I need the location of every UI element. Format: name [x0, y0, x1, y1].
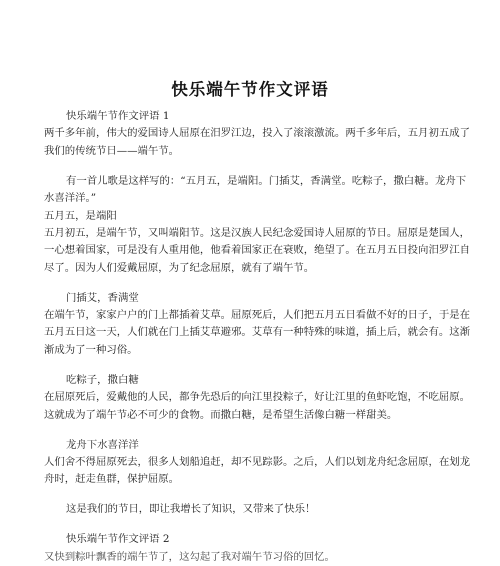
- page-title: 快乐端午节作文评语: [171, 80, 329, 99]
- paragraph-line: 有一首儿歌是这样写的：“五月五，是端阳。门插艾，香满堂。吃粽子，撒白糖。龙舟下: [66, 174, 467, 187]
- paragraph-line: 水喜洋洋。”: [44, 192, 97, 205]
- paragraph-line: 在屈原死后，爱戴他的人民，都争先恐后的向江里投粽子，好让江里的鱼虾吃饱，不吃屈原。: [44, 391, 471, 404]
- subheading: 五月五，是端阳: [44, 209, 117, 222]
- subheading: 龙舟下水喜洋洋: [66, 438, 139, 451]
- paragraph-line: 渐成为了一种习俗。: [44, 343, 138, 356]
- paragraph-line: 在端午节，家家户户的门上都插着艾草。屈原死后，人们把五月五日看做不好的日子，于是在: [44, 309, 471, 322]
- paragraph-line: 这是我们的节日，即让我增长了知识，又带来了快乐！: [66, 503, 316, 516]
- section-heading-2: 快乐端午节作文评语 2: [66, 533, 170, 546]
- paragraph-line: 五月五日这一天，人们就在门上插艾草避邪。艾草有一种特殊的味道，插上后，就会有。这渐: [44, 326, 471, 339]
- subheading: 吃粽子，撒白糖: [66, 373, 139, 386]
- paragraph-line: 两千多年前，伟大的爱国诗人屈原在汨罗江边，投入了滚滚激流。两千多年后，五月初五成了: [44, 127, 471, 140]
- subheading: 门插艾，香满堂: [66, 291, 139, 304]
- paragraph-line: 一心想着国家，可是没有人重用他，他看着国家正在衰败，绝望了。在五月五日投向汨罗江自: [44, 244, 471, 257]
- paragraph-line: 舟时，赶走鱼群，保护屈原。: [44, 473, 180, 486]
- paragraph-line: 我们的传统节日——端午节。: [44, 144, 180, 157]
- paragraph-line: 又快到粽叶飘香的端午节了，这勾起了我对端午节习俗的回忆。: [44, 550, 335, 563]
- paragraph-line: 五月初五，是端午节，又叫端阳节。这是汉族人民纪念爱国诗人屈原的节日。屈原是楚国人，: [44, 226, 471, 239]
- paragraph-line: 尽了。因为人们爱戴屈原，为了纪念屈原，就有了端午节。: [44, 261, 315, 274]
- section-heading-1: 快乐端午节作文评语 1: [66, 110, 170, 122]
- paragraph-line: 这就成为了端午节必不可少的食物。而撒白糖，是希望生活像白糖一样甜美。: [44, 408, 398, 421]
- document-body: [44, 108, 471, 566]
- paragraph-line: 人们舍不得屈原死去，很多人划船追赶，却不见踪影。之后，人们以划龙舟纪念屈原，在划龙: [44, 456, 471, 469]
